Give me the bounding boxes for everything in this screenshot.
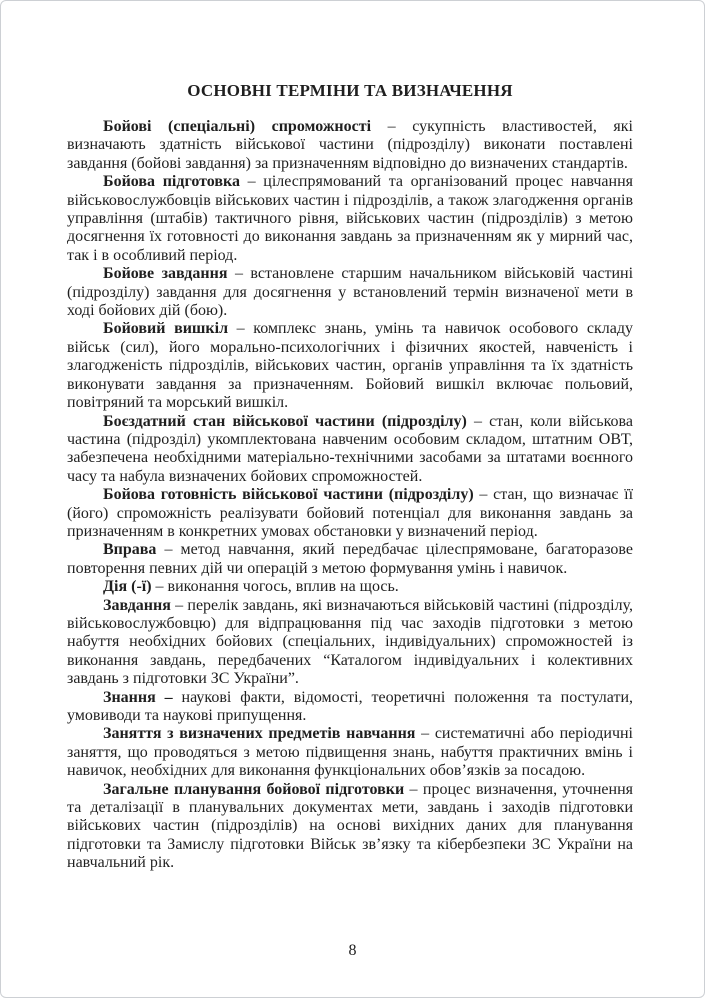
definition-text: – систематичні або періодичні заняття, що проводяться з метою підвищення знань, набуття практичних вмінь і навичок, необхідних для виконання функціональних обов’язків за посадою. [67, 725, 633, 780]
definition-text: – метод навчання, який передбачає цілеспрямоване, багаторазове повторення певних дій чи операцій з метою формування умінь і навичок. [67, 541, 633, 577]
definition-paragraph [67, 320, 633, 412]
definition-text: – сукупність властивостей, які визначають здатність військової частини (підрозділу) виконати поставлені завдання (бойові завдання) за призначенням відповідно до визначених стандартів. [67, 118, 633, 172]
term-text: Загальне планування бойової підготовки [103, 780, 405, 798]
term-text: Бойові (спеціальні) спроможності [103, 118, 372, 135]
term-text: Знання – [103, 688, 173, 706]
page-number: 8 [348, 942, 357, 959]
definition-paragraph [67, 578, 633, 596]
definition-paragraph [67, 541, 633, 578]
definition-paragraph [67, 413, 633, 487]
term-text: Дія (-ї) [103, 578, 152, 596]
definition-text: – встановлене старшим начальником військовій частині (підрозділу) завдання для досягнення у встановлений термін визначеної мети в ході бойових дій (бою). [67, 265, 634, 320]
term-text: Бойове завдання [103, 265, 228, 283]
term-text: Завдання [103, 596, 171, 614]
definition-text: – перелік завдань, які визначаються військовій частині (підрозділу, військовослужбовцю) для відпрацювання під час заходів підготовки з метою набуття необхідних бойових (спеціальних, індивідуальних) спроможностей із виконання завдань, передбачених “Каталогом індивідуальних і колективних завдань з підготовки ЗС України”. [67, 596, 633, 688]
definition-text: – комплекс знань, умінь та навичок особового складу військ (сил), його морально-психологічних і фізичних якостей, навченість і злагодженість підрозділів, військових частин, органів управління та їх здатність виконувати завдання за призначенням. Бойовий вишкіл включає польовий, повітряний та морський вишкіл. [67, 320, 633, 412]
term-text: Боєздатний стан військової частини (підрозділу) [103, 412, 467, 430]
definition-paragraph [67, 725, 633, 780]
definition-text: наукові факти, відомості, теоретичні положення та постулати, умовиводи та наукові припущення. [67, 688, 634, 724]
definition-text: – виконання чогось, вплив на щось. [151, 578, 399, 596]
term-text: Заняття з визначених предметів навчання [103, 725, 416, 743]
definition-text: – процес визначення, уточнення та деталізації в планувальних документах мети, завдань і заходів підготовки військових частин (підрозділів) на основі вихідних даних для планування підготовки та Замислу підготовки Військ зв’язку та кібербезпеки ЗС України на навчальний рік. [67, 780, 633, 872]
definition-paragraph [67, 118, 633, 173]
term-text: Бойова готовність військової частини (підрозділу) [103, 486, 474, 504]
definition-text: – стан, коли військова частина (підрозділ) укомплектована навченим особовим складом, штатним ОВТ, забезпечена необхідними матеріально-технічними засобами за штатами воєнного часу та набула визначених бойових спроможностей. [67, 412, 633, 485]
definition-text: – цілеспрямований та організований процес навчання військовослужбовців військових частин і підрозділів, а також злагодження органів управління (штабів) тактичного рівня, військових частин (підрозділів) з метою досягнення їх готовності до виконання завдань за призначенням як у мирний час, так і в особливий період. [67, 173, 633, 264]
definition-text: – стан, що визначає її (його) спроможність реалізувати бойовий потенціал для виконання завдань за призначенням в конкретних умовах обстановки у визначений період. [67, 486, 634, 540]
definition-paragraph [67, 689, 633, 726]
term-text: Вправа [103, 541, 157, 559]
term-text: Бойова підготовка [103, 173, 240, 191]
page-content [67, 81, 633, 873]
definition-paragraph [67, 597, 633, 689]
page-title: ОСНОВНІ ТЕРМІНИ ТА ВИЗНАЧЕННЯ [187, 81, 513, 100]
definition-paragraph [67, 173, 633, 265]
definition-paragraph [67, 265, 633, 320]
term-text: Бойовий вишкіл [103, 320, 229, 338]
definition-paragraph [67, 486, 633, 541]
definition-paragraph [67, 781, 633, 873]
